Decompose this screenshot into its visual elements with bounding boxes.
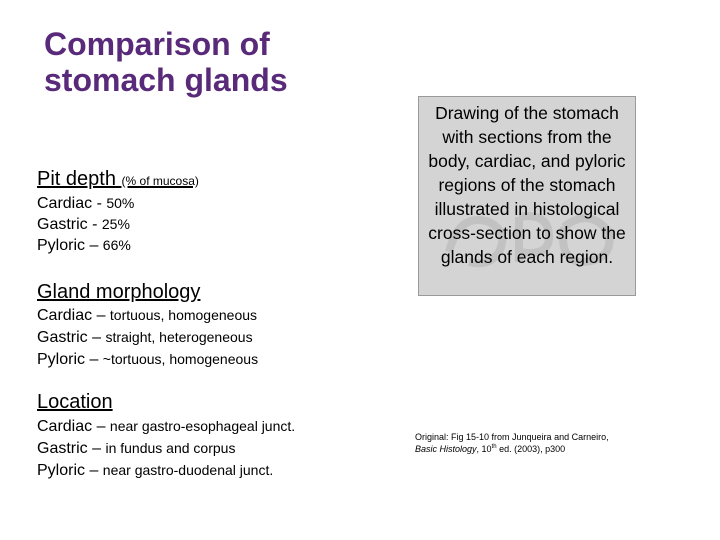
row-label: Cardiac - (37, 195, 107, 212)
image-placeholder-text: Drawing of the stomach with sections from the body, cardiac, and pyloric regions of the stomach illustrated in histological cross-section to show the glands of each region. (428, 103, 626, 267)
gland-morphology-row-pyloric (37, 348, 258, 371)
row-value: near gastro-esophageal junct. (109, 418, 296, 434)
gland-morphology-row-gastric (37, 326, 253, 349)
slide-title: Comparison of stomach glands (44, 26, 288, 98)
row-label: Pyloric – (37, 351, 103, 368)
figure-citation (415, 431, 655, 455)
pit-depth-heading (37, 167, 199, 193)
citation-prefix: Original: Fig 15-10 from Junqueira and Carneiro, (415, 432, 609, 442)
location-row-pyloric (37, 459, 273, 482)
location-row-cardiac (37, 415, 295, 438)
citation-edition: , 10 (476, 444, 492, 454)
row-value: tortuous, homogeneous (109, 307, 258, 323)
gland-morphology-heading: Gland morphology (37, 281, 201, 303)
row-value: 50% (106, 195, 135, 211)
row-value: straight, heterogeneous (105, 329, 253, 345)
pit-depth-row-gastric (37, 213, 130, 236)
location-row-gastric (37, 437, 235, 460)
row-label: Gastric – (37, 440, 106, 457)
row-label: Gastric - (37, 216, 102, 233)
row-label: Cardiac – (37, 418, 110, 435)
row-value: 66% (102, 237, 131, 253)
pit-depth-heading-label: Pit depth (37, 168, 116, 190)
row-label: Pyloric – (37, 462, 103, 479)
row-value: near gastro-duodenal junct. (102, 462, 274, 478)
row-value: in fundus and corpus (105, 440, 236, 456)
location-heading: Location (37, 391, 113, 413)
pit-depth-row-cardiac (37, 192, 134, 215)
row-value: 25% (101, 216, 130, 232)
citation-book-title: Basic Histology (415, 444, 477, 454)
image-placeholder-box (418, 96, 636, 296)
pit-depth-heading-note: (% of mucosa) (121, 174, 199, 188)
pit-depth-row-pyloric (37, 234, 131, 257)
row-label: Pyloric – (37, 237, 103, 254)
gland-morphology-row-cardiac (37, 304, 257, 327)
citation-edition-suffix: th (491, 444, 497, 450)
row-label: Gastric – (37, 329, 106, 346)
row-value: ~tortuous, homogeneous (102, 351, 259, 367)
citation-suffix: ed. (2003), p300 (496, 444, 566, 454)
row-label: Cardiac – (37, 307, 110, 324)
